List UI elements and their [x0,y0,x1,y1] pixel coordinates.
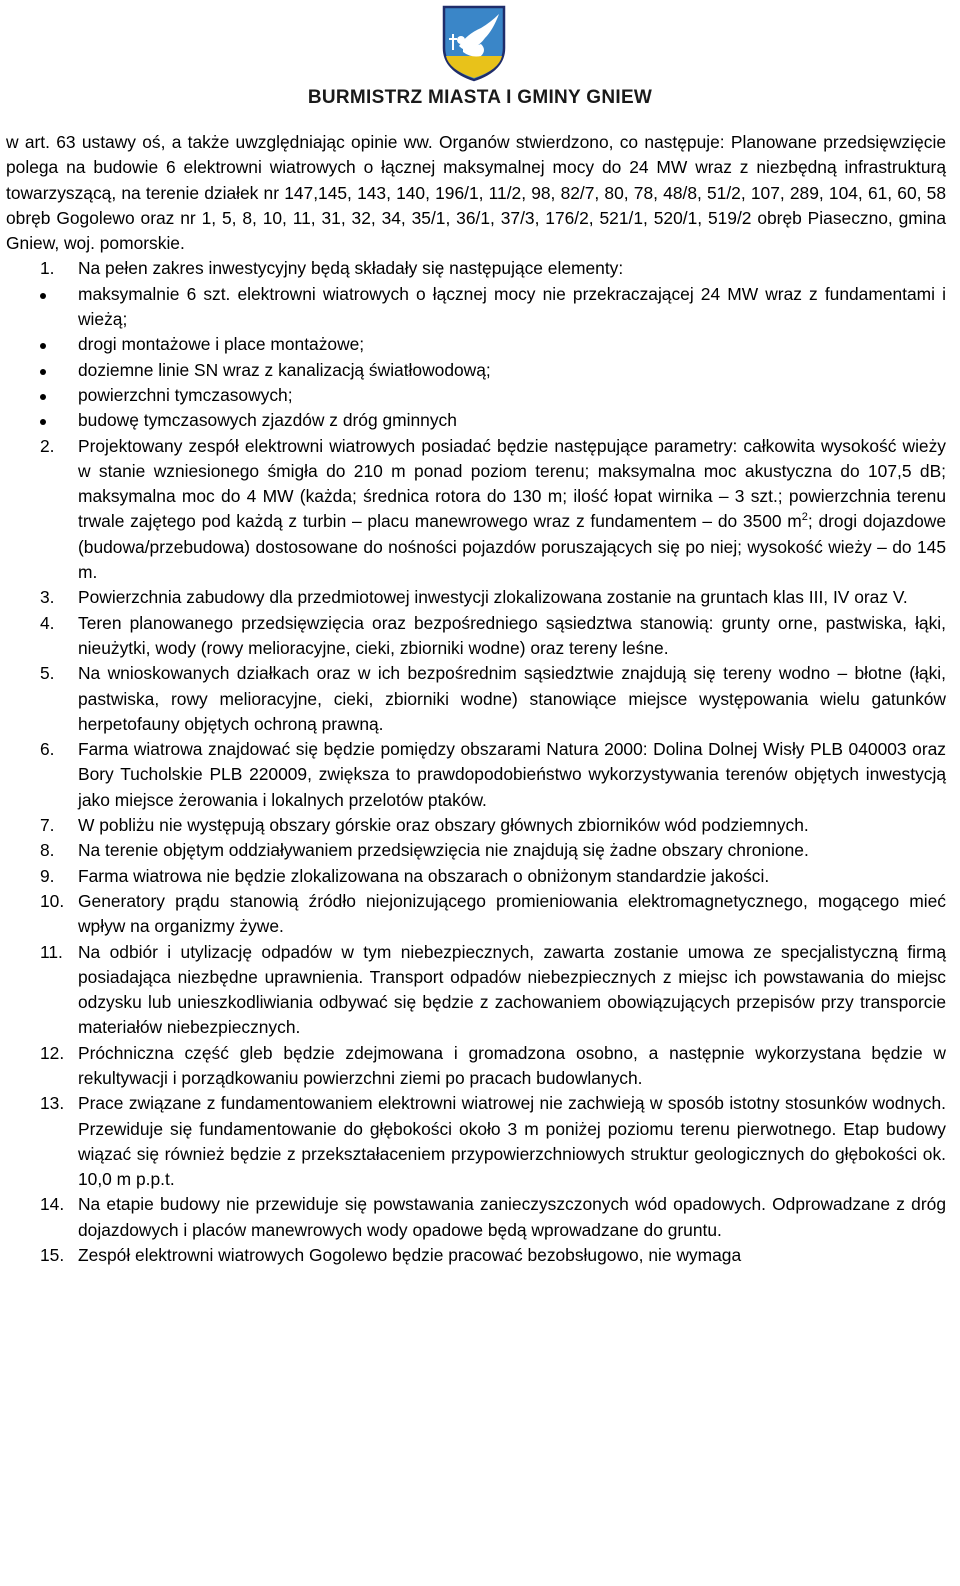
list-item [6,1041,946,1092]
list-item [6,1192,946,1243]
item-number: 15. [40,1245,65,1266]
findings-list [6,256,946,1268]
list-item [6,940,946,1041]
item-text: Farma wiatrowa nie będzie zlokalizowana na obszarach o obniżonym standardzie jakości. [78,865,770,886]
list-item [6,661,946,737]
bullet-item [6,408,946,433]
item-number: 5. [40,663,55,684]
bullet-icon [40,369,46,375]
item-number: 13. [40,1093,65,1114]
item-text: Powierzchnia zabudowy dla przedmiotowej inwestycji zlokalizowana zostanie na gruntach klas III, IV oraz V. [78,587,908,608]
list-item [6,611,946,662]
item-text: W pobliżu nie występują obszary górskie oraz obszary głównych zbiorników wód podziemnych. [78,815,809,836]
item-number: 10. [40,890,65,911]
item-number: 9. [40,865,55,886]
item-text: Generatory prądu stanowią źródło niejonizującego promieniowania elektromagnetycznego, mogącego mieć wpływ na organizmy żywe. [78,890,946,937]
item-number: 3. [40,587,55,608]
bullet-item [6,332,946,357]
bullet-item [6,358,946,383]
list-item [6,889,946,940]
item-text: Projektowany zespół elektrowni wiatrowych posiadać będzie następujące parametry: całkowita wysokość wieży w stanie wzniesionego śmigła do 210 m ponad poziom terenu; maksymalna moc akustyczna do 107,5 dB; maksymalna moc do 4 MW (każda; średnica rotora do 130 m; ilość łopat wirnika – 3 szt.; powierzchnia terenu trwale zajętego pod każdą z turbin – placu manewrowego wraz z fundamentem – do 3500 m [78,435,946,532]
bullet-icon [40,419,46,425]
list-item [6,737,946,813]
list-item [6,813,946,838]
item-number: 2. [40,435,55,456]
item-text: Próchniczna część gleb będzie zdejmowana i gromadzona osobno, a następnie wykorzystana będzie w rekultywacji i porządkowaniu powierzchni ziemi po pracach budowlanych. [78,1042,946,1088]
item-text: Farma wiatrowa znajdować się będzie pomiędzy obszarami Natura 2000: Dolina Dolnej Wisły PLB 040003 oraz Bory Tucholskie PLB 220009, zwiększa to prawdopodobieństwo wykorzystywania terenów objętych inwestycją jako miejsce żerowania i lokalnych przelotów ptaków. [78,739,946,810]
item-number: 7. [40,815,55,836]
item-text: Na terenie objętym oddziaływaniem przedsięwzięcia nie znajdują się żadne obszary chronione. [78,840,809,861]
item-text: Na wnioskowanych działkach oraz w ich bezpośrednim sąsiedztwie znajdują się tereny wodno – błotne (łąki, pastwiska, rowy melioracyjne, cieki, zbiorniki wodne) stanowiące miejsce występowania wielu gatunków herpetofauny objętych ochroną prawną. [78,663,946,734]
item-number: 14. [40,1194,65,1215]
item-number: 12. [40,1042,65,1063]
item-text: Na pełen zakres inwestycyjny będą składały się następujące elementy: [78,258,624,279]
list-item [6,434,946,586]
list-item [6,256,946,281]
item-text-after: ; drogi dojazdowe (budowa/przebudowa) dostosowane do nośności pojazdów poruszających się po niej; wysokość wieży – do 145 m. [78,511,946,583]
bullet-text: budowę tymczasowych zjazdów z dróg gminnych [78,410,457,431]
item-text: Prace związane z fundamentowaniem elektrowni wiatrowej nie zachwieją w sposób istotny stosunków wodnych. Przewiduje się fundamentowanie do głębokości około 3 m poniżej poziomu terenu pierwotnego. Etap budowy wiązać się również będzie z przekształaceniem przypowierzchniowych struktur geologicznych do głębokości ok. 10,0 m p.p.t. [78,1093,946,1190]
item-number: 4. [40,612,55,633]
office-name: BURMISTRZ MIASTA I GMINY GNIEW [307,87,653,108]
intro-paragraph: w art. 63 ustawy oś, a także uwzględniając opinie ww. Organów stwierdzono, co następuje: Planowane przedsięwzięcie polega na budowie 6 elektrowni wiatrowych o łącznej maksymalnej mocy do 24 MW wraz z niezbędną infrastrukturą towarzyszącą, na terenie działek nr 147,145, 143, 140, 196/1, 11/2, 98, 82/7, 80, 78, 48/8, 51/2, 107, 289, 104, 61, 60, 58 obręb Gogolewo oraz nr 1, 5, 8, 10, 11, 31, 32, 34, 35/1, 36/1, 37/3, 176/2, 521/1, 520/1, 519/2 obręb Piaseczno, gmina Gniew, woj. pomorskie. [6,132,946,254]
elements-bullet-list [6,282,946,434]
item-number: 1. [40,258,55,279]
item-number: 11. [40,941,63,962]
document-body [6,130,946,1268]
list-item [6,864,946,889]
bullet-icon [40,394,46,400]
municipal-crest-dove-icon [441,4,507,82]
item-text: Zespół elektrowni wiatrowych Gogolewo będzie pracować bezobsługowo, nie wymaga [78,1245,742,1266]
item-number: 6. [40,739,55,760]
bullet-text: powierzchni tymczasowych; [78,384,293,405]
bullet-item [6,383,946,408]
bullet-icon [40,293,46,299]
list-item [6,1243,946,1268]
bullet-item [6,282,946,333]
bullet-text: maksymalnie 6 szt. elektrowni wiatrowych o łącznej mocy nie przekraczającej 24 MW wraz z fundamentami i wieżą; [78,283,946,330]
list-item [6,1091,946,1192]
bullet-icon [40,343,46,349]
item-text: Teren planowanego przedsięwzięcia oraz bezpośredniego sąsiedztwa stanowią: grunty orne, pastwiska, łąki, nieużytki, wody (rowy melioracyjne, cieki, zbiorniki wodne) oraz tereny leśne. [78,612,946,658]
item-text: Na odbiór i utylizację odpadów w tym niebezpiecznych, zawarta zostanie umowa ze specjalistyczną firmą posiadająca niezbędne uprawnienia. Transport odpadów niebezpiecznych z miejsc ich powstawania do miejsc odzysku lub unieszkodliwiania odbywać się będzie z zachowaniem obowiązujących przepisów przy transporcie materiałów niebezpiecznych. [78,941,946,1038]
list-item [6,838,946,863]
list-item [6,585,946,610]
superscript: 2 [801,511,808,524]
item-text: Na etapie budowy nie przewiduje się powstawania zanieczyszczonych wód opadowych. Odprowadzane z dróg dojazdowych i placów manewrowych wody opadowe będą wprowadzane do gruntu. [78,1194,946,1240]
item-number: 8. [40,840,55,861]
bullet-text: doziemne linie SN wraz z kanalizacją światłowodową; [78,359,491,380]
letterhead [0,0,960,120]
bullet-text: drogi montażowe i place montażowe; [78,334,365,355]
